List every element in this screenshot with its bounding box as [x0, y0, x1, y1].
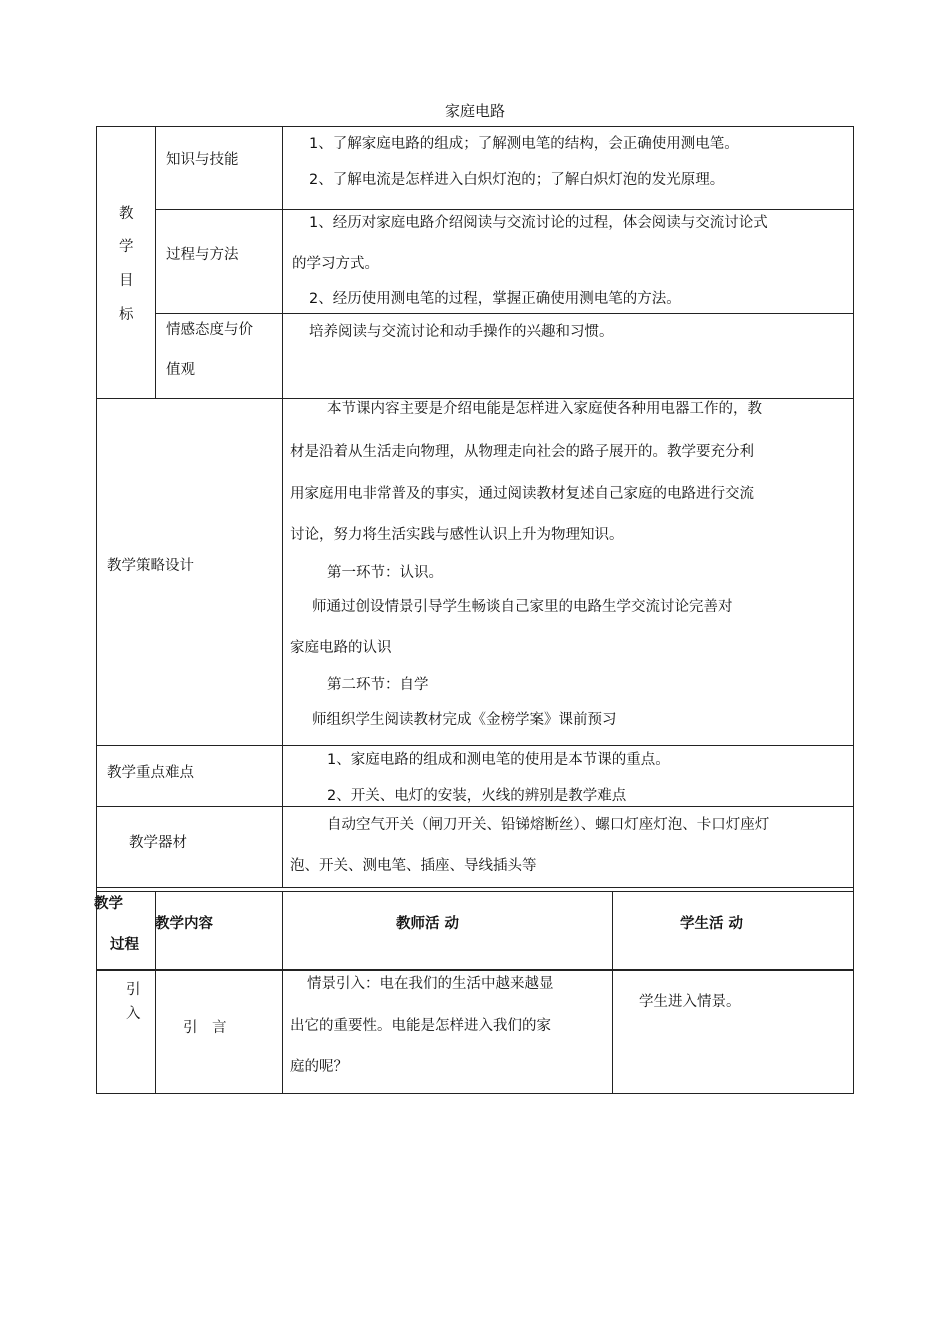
strategy-line: 用家庭用电非常普及的事实，通过阅读教材复述自己家庭的电路进行交流	[290, 486, 754, 502]
page-title: 家庭电路	[444, 102, 505, 120]
row-divider	[96, 398, 854, 399]
row-content: 引 言	[183, 1020, 227, 1036]
strategy-line: 师组织学生阅读教材完成《金榜学案》课前预习	[312, 712, 617, 728]
process-header-col1: 过程	[110, 937, 139, 953]
process-col-divider	[612, 891, 613, 1094]
table-left-border	[96, 126, 97, 1094]
goals-label-char: 教	[119, 206, 134, 222]
teacher-activity-line: 出它的重要性。电能是怎样进入我们的家	[290, 1018, 551, 1034]
table-top-border	[96, 126, 854, 127]
knowledge-label: 知识与技能	[166, 152, 239, 168]
row-divider	[96, 887, 854, 888]
student-activity: 学生进入情景。	[639, 994, 741, 1010]
stage-char: 引	[126, 982, 141, 998]
goals-col-divider-2	[282, 126, 283, 398]
process-line: 的学习方式。	[292, 256, 379, 272]
emotion-label: 值观	[166, 362, 195, 378]
strategy-line: 材是沿着从生活走向物理，从物理走向社会的路子展开的。教学要充分利	[290, 444, 754, 460]
goals-label-char: 目	[119, 273, 134, 289]
strategy-line: 家庭电路的认识	[290, 640, 392, 656]
table-right-border	[853, 126, 854, 1094]
strategy-line: 讨论，努力将生活实践与感性认识上升为物理知识。	[290, 527, 624, 543]
header-divider	[96, 969, 854, 971]
strategy-line: 第二环节：自学	[327, 677, 429, 693]
goals-col-divider	[155, 126, 156, 398]
equipment-line: 自动空气开关（闸刀开关、铅锑熔断丝）、螺口灯座灯泡、卡口灯座灯	[327, 817, 770, 833]
strategy-line: 师通过创设情景引导学生畅谈自己家里的电路生学交流讨论完善对	[312, 599, 733, 615]
process-line: 1、经历对家庭电路介绍阅读与交流讨论的过程，体会阅读与交流讨论式	[309, 215, 768, 231]
knowledge-line: 1、了解家庭电路的组成；了解测电笔的结构，会正确使用测电笔。	[309, 136, 739, 152]
row-divider	[96, 806, 854, 807]
process-line: 2、经历使用测电笔的过程，掌握正确使用测电笔的方法。	[309, 291, 681, 307]
teacher-activity-line: 庭的呢？	[290, 1059, 348, 1075]
goals-label-char: 标	[119, 307, 134, 323]
goals-label-char: 学	[119, 239, 134, 255]
strategy-line: 本节课内容主要是介绍电能是怎样进入家庭使各种用电器工作的，教	[327, 401, 762, 417]
row-divider	[96, 745, 854, 746]
process-col-divider	[282, 891, 283, 1094]
row-divider	[155, 209, 854, 210]
emotion-label: 情感态度与价	[166, 322, 253, 338]
process-label: 过程与方法	[166, 247, 239, 263]
emotion-text: 培养阅读与交流讨论和动手操作的兴趣和习惯。	[309, 324, 614, 340]
key-point-line: 2、开关、电灯的安装，火线的辨别是教学难点	[327, 788, 627, 804]
knowledge-line: 2、了解电流是怎样进入白炽灯泡的；了解白炽灯泡的发光原理。	[309, 172, 725, 188]
key-points-label: 教学重点难点	[107, 765, 194, 781]
strategy-line: 第一环节：认识。	[327, 565, 443, 581]
process-header-content: 教学内容	[155, 916, 213, 932]
row-divider	[155, 313, 854, 314]
equipment-label: 教学器材	[129, 835, 187, 851]
process-header-student: 学生活 动	[680, 916, 744, 932]
label-col-divider	[282, 398, 283, 888]
stage-char: 入	[126, 1006, 141, 1022]
equipment-line: 泡、开关、测电笔、插座、导线插头等	[290, 858, 537, 874]
table-bottom-border	[96, 1093, 854, 1094]
teacher-activity-line: 情景引入：电在我们的生活中越来越显	[307, 976, 554, 992]
row-divider	[96, 891, 854, 892]
process-header-col1: 教学	[94, 896, 123, 912]
key-point-line: 1、家庭电路的组成和测电笔的使用是本节课的重点。	[327, 752, 670, 768]
strategy-label: 教学策略设计	[107, 558, 194, 574]
process-header-teacher: 教师活 动	[396, 916, 460, 932]
